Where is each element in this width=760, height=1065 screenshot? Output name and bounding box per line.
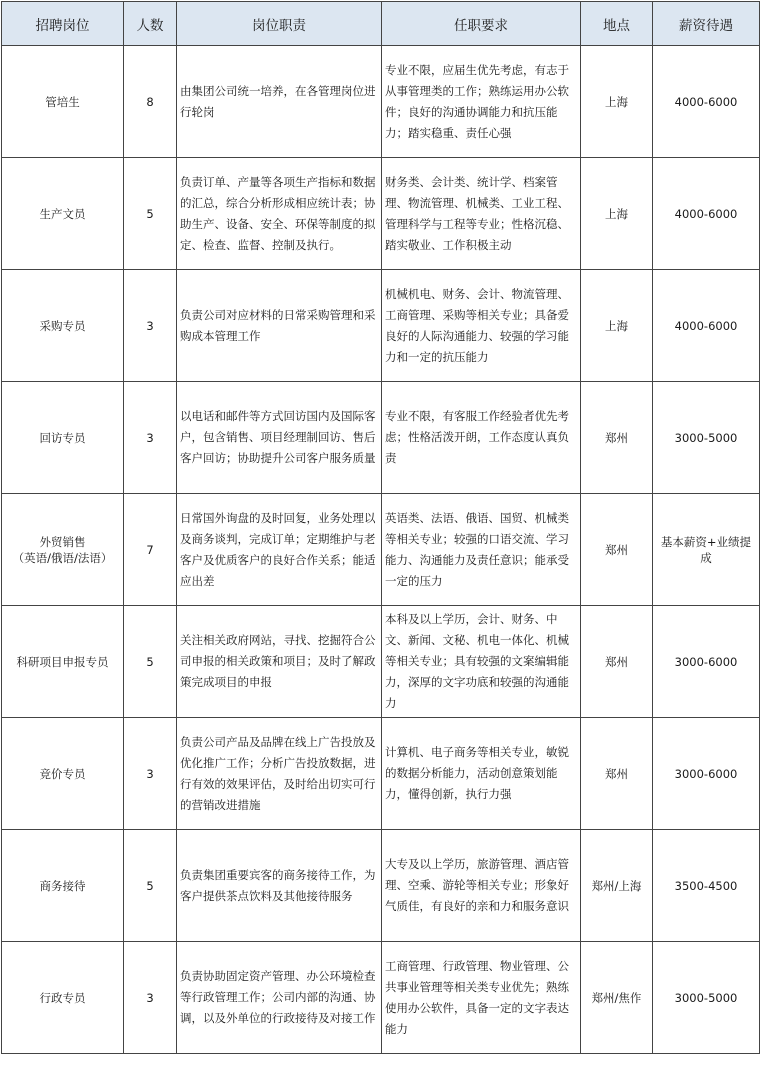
table-row [2,606,760,718]
location-cell: 上海 [581,158,653,270]
location-cell: 郑州 [581,382,653,494]
duties-cell: 关注相关政府网站，寻找、挖掘符合公司申报的相关政策和项目；及时了解政策完成项目的申报 [177,606,382,718]
header-salary: 薪资待遇 [653,2,760,46]
location-cell: 郑州/焦作 [581,942,653,1054]
header-duties: 岗位职责 [177,2,382,46]
duties-cell: 以电话和邮件等方式回访国内及国际客户，包含销售、项目经理制回访、售后客户回访；协助提升公司客户服务质量 [177,382,382,494]
position-name: 商务接待 [39,878,86,893]
count-cell: 8 [124,46,177,158]
location-cell: 上海 [581,270,653,382]
salary-cell: 4000-6000 [653,46,760,158]
table-row [2,158,760,270]
duties-cell: 负责协助固定资产管理、办公环境检查等行政管理工作；公司内部的沟通、协调，以及外单位的行政接待及对接工作 [177,942,382,1054]
count-cell: 3 [124,942,177,1054]
duties-cell: 由集团公司统一培养，在各管理岗位进行轮岗 [177,46,382,158]
header-location: 地点 [581,2,653,46]
count-cell: 7 [124,494,177,606]
position-name: 竞价专员 [39,766,86,781]
position-cell [2,46,124,158]
location-cell: 上海 [581,46,653,158]
requirements-cell: 计算机、电子商务等相关专业，敏锐的数据分析能力，活动创意策划能力，懂得创新，执行力强 [382,718,581,830]
table-row [2,382,760,494]
position-name: 行政专员 [39,990,86,1005]
position-cell [2,606,124,718]
count-cell: 5 [124,606,177,718]
position-cell [2,942,124,1054]
duties-cell: 负责订单、产量等各项生产指标和数据的汇总，综合分析形成相应统计表；协助生产、设备、安全、环保等制度的拟定、检查、监督、控制及执行。 [177,158,382,270]
position-cell [2,270,124,382]
table-row [2,942,760,1054]
position-cell [2,494,124,606]
position-name: 管培生 [45,94,80,109]
requirements-cell: 财务类、会计类、统计学、档案管理、物流管理、机械类、工业工程、管理科学与工程等专业；性格沉稳、踏实敬业、工作积极主动 [382,158,581,270]
salary-cell: 3000-5000 [653,942,760,1054]
requirements-cell: 本科及以上学历，会计、财务、中文、新闻、文秘、机电一体化、机械等相关专业；具有较强的文案编辑能力，深厚的文字功底和较强的沟通能力 [382,606,581,718]
position-note: （英语/俄语/法语） [12,550,113,565]
count-cell: 3 [124,382,177,494]
salary-cell: 基本薪资+业绩提成 [653,494,760,606]
position-cell [2,382,124,494]
position-name: 科研项目申报专员 [16,654,109,669]
requirements-cell: 英语类、法语、俄语、国贸、机械类等相关专业；较强的口语交流、学习能力、沟通能力及责任意识；能承受一定的压力 [382,494,581,606]
requirements-cell: 专业不限，应届生优先考虑，有志于从事管理类的工作；熟练运用办公软件；良好的沟通协调能力和抗压能力；踏实稳重、责任心强 [382,46,581,158]
location-cell: 郑州 [581,718,653,830]
position-cell [2,718,124,830]
duties-cell: 日常国外询盘的及时回复，业务处理以及商务谈判，完成订单；定期维护与老客户及优质客户的良好合作关系；能适应出差 [177,494,382,606]
requirements-cell: 机械机电、财务、会计、物流管理、工商管理、采购等相关专业；具备爱良好的人际沟通能力、较强的学习能力和一定的抗压能力 [382,270,581,382]
location-cell: 郑州/上海 [581,830,653,942]
header-row [2,2,760,46]
salary-cell: 4000-6000 [653,158,760,270]
salary-cell: 4000-6000 [653,270,760,382]
duties-cell: 负责公司对应材料的日常采购管理和采购成本管理工作 [177,270,382,382]
requirements-cell: 工商管理、行政管理、物业管理、公共事业管理等相关类专业优先；熟练使用办公软件，具备一定的文字表达能力 [382,942,581,1054]
position-cell [2,830,124,942]
count-cell: 3 [124,270,177,382]
position-name: 回访专员 [39,430,86,445]
table-row [2,270,760,382]
count-cell: 5 [124,158,177,270]
position-name: 生产文员 [39,206,86,221]
count-cell: 3 [124,718,177,830]
salary-cell: 3000-6000 [653,718,760,830]
requirements-cell: 专业不限，有客服工作经验者优先考虑；性格活泼开朗，工作态度认真负责 [382,382,581,494]
duties-cell: 负责公司产品及品牌在线上广告投放及优化推广工作；分析广告投放数据，进行有效的效果评估，及时给出切实可行的营销改进措施 [177,718,382,830]
recruitment-table [1,1,760,1054]
header-count: 人数 [124,2,177,46]
table-row [2,718,760,830]
position-name: 外贸销售 [39,534,86,549]
table-row [2,46,760,158]
table-row [2,830,760,942]
header-position: 招聘岗位 [2,2,124,46]
salary-cell: 3500-4500 [653,830,760,942]
header-requirements: 任职要求 [382,2,581,46]
duties-cell: 负责集团重要宾客的商务接待工作，为客户提供茶点饮料及其他接待服务 [177,830,382,942]
requirements-cell: 大专及以上学历，旅游管理、酒店管理、空乘、游轮等相关专业；形象好气质佳，有良好的亲和力和服务意识 [382,830,581,942]
position-cell [2,158,124,270]
count-cell: 5 [124,830,177,942]
table-row [2,494,760,606]
location-cell: 郑州 [581,606,653,718]
salary-cell: 3000-5000 [653,382,760,494]
location-cell: 郑州 [581,494,653,606]
position-name: 采购专员 [39,318,86,333]
salary-cell: 3000-6000 [653,606,760,718]
